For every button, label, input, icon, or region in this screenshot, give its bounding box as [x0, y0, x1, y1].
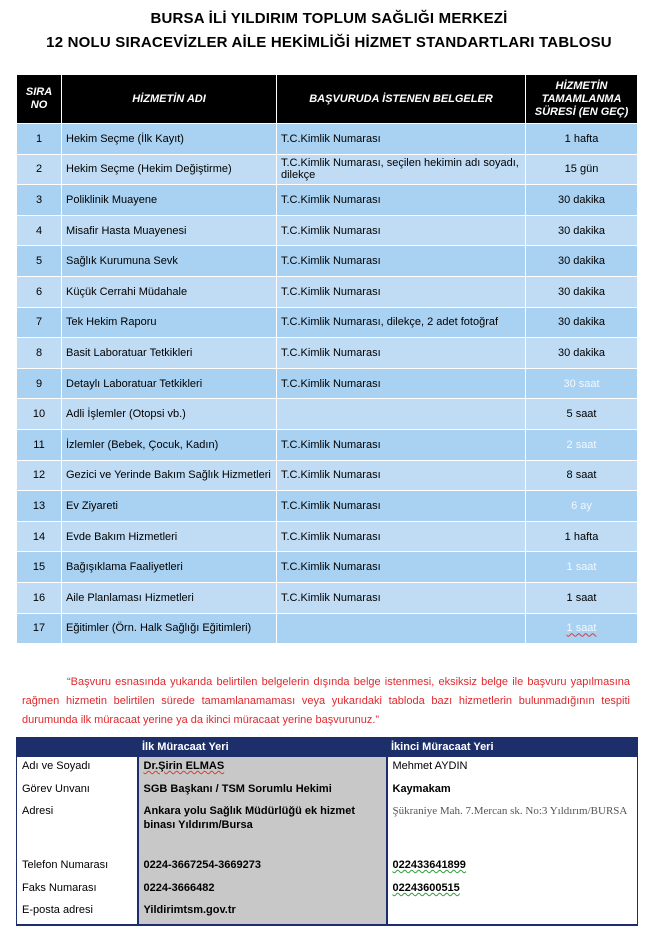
contact-first-value: SGB Başkanı / TSM Sorumlu Hekimi	[138, 780, 387, 802]
row-documents: T.C.Kimlik Numarası	[277, 582, 526, 613]
row-no: 10	[17, 399, 62, 430]
row-documents: T.C.Kimlik Numarası	[277, 521, 526, 552]
table-row	[17, 460, 638, 491]
row-no: 2	[17, 154, 62, 185]
row-duration: 30 dakika	[526, 276, 638, 307]
row-documents: T.C.Kimlik Numarası	[277, 552, 526, 583]
contact-second-text: 02243600515	[392, 882, 460, 894]
row-no: 15	[17, 552, 62, 583]
contact-header-label	[17, 737, 138, 757]
row-documents: T.C.Kimlik Numarası, dilekçe, 2 adet fotoğraf	[277, 307, 526, 338]
contact-first-value: 0224-3666482	[138, 879, 387, 901]
contact-table	[16, 737, 638, 926]
row-no: 9	[17, 368, 62, 399]
row-duration: 30 dakika	[526, 338, 638, 369]
row-service: Hekim Seçme (Hekim Değiştirme)	[62, 154, 277, 185]
row-service: Misafir Hasta Muayenesi	[62, 215, 277, 246]
row-no: 14	[17, 521, 62, 552]
row-service: Küçük Cerrahi Müdahale	[62, 276, 277, 307]
row-service: Basit Laboratuar Tetkikleri	[62, 338, 277, 369]
table-row	[17, 338, 638, 369]
table-row	[17, 124, 638, 155]
row-duration: 8 saat	[526, 460, 638, 491]
table-row	[17, 429, 638, 460]
contact-header-first: İlk Müracaat Yeri	[138, 737, 387, 757]
contact-second-value	[387, 879, 638, 901]
contact-second-value: Şükraniye Mah. 7.Mercan sk. No:3 Yıldırım/BURSA	[387, 802, 638, 856]
row-service: Eğitimler (Örn. Halk Sağlığı Eğitimleri)	[62, 613, 277, 644]
row-duration: 1 saat	[526, 582, 638, 613]
row-documents: T.C.Kimlik Numarası	[277, 338, 526, 369]
row-no: 6	[17, 276, 62, 307]
row-no: 16	[17, 582, 62, 613]
table-row	[17, 307, 638, 338]
page-title-line2: 12 NOLU SIRACEVİZLER AİLE HEKİMLİĞİ HİZMET STANDARTLARI TABLOSU	[46, 34, 612, 51]
table-row	[17, 521, 638, 552]
row-no: 4	[17, 215, 62, 246]
contact-row-fax	[17, 879, 638, 901]
row-documents: T.C.Kimlik Numarası, seçilen hekimin adı soyadı, dilekçe	[277, 154, 526, 185]
contact-second-value: Mehmet AYDIN	[387, 757, 638, 780]
row-duration: 1 saat	[526, 552, 638, 583]
table-row	[17, 399, 638, 430]
row-documents: T.C.Kimlik Numarası	[277, 215, 526, 246]
contact-second-value	[387, 856, 638, 879]
contact-second-value: Kaymakam	[387, 780, 638, 802]
row-documents: T.C.Kimlik Numarası	[277, 276, 526, 307]
contact-row-email	[17, 901, 638, 925]
contact-header-second: İkinci Müracaat Yeri	[387, 737, 638, 757]
table-row	[17, 215, 638, 246]
row-documents: T.C.Kimlik Numarası	[277, 368, 526, 399]
row-documents: T.C.Kimlik Numarası	[277, 246, 526, 277]
row-service: Gezici ve Yerinde Bakım Sağlık Hizmetleri	[62, 460, 277, 491]
row-no: 7	[17, 307, 62, 338]
row-documents: T.C.Kimlik Numarası	[277, 185, 526, 216]
contact-first-text: Dr.Şirin ELMAS	[143, 760, 225, 772]
table-row	[17, 368, 638, 399]
table-row	[17, 276, 638, 307]
contact-second-value	[387, 901, 638, 925]
contact-first-value: 0224-3667254-3669273	[138, 856, 387, 879]
row-no: 5	[17, 246, 62, 277]
row-duration: 6 ay	[526, 491, 638, 522]
row-duration: 30 dakika	[526, 185, 638, 216]
row-no: 13	[17, 491, 62, 522]
table-row	[17, 154, 638, 185]
page-title-line1: BURSA İLİ YILDIRIM TOPLUM SAĞLIĞI MERKEZİ	[150, 10, 508, 27]
row-service: Sağlık Kurumuna Sevk	[62, 246, 277, 277]
row-duration: 30 dakika	[526, 246, 638, 277]
header-service: HİZMETİN ADI	[62, 75, 277, 124]
contact-label: Adresi	[17, 802, 138, 856]
row-documents	[277, 613, 526, 644]
row-documents: T.C.Kimlik Numarası	[277, 460, 526, 491]
contact-label: Görev Unvanı	[17, 780, 138, 802]
contact-second-text: 02243364189‪9	[392, 859, 466, 871]
row-service: Poliklinik Muayene	[62, 185, 277, 216]
row-duration: 5 saat	[526, 399, 638, 430]
row-duration: 1 hafta	[526, 521, 638, 552]
row-documents: T.C.Kimlik Numarası	[277, 124, 526, 155]
row-duration: 15 gün	[526, 154, 638, 185]
row-duration: 30 saat	[526, 368, 638, 399]
header-no: SIRA NO	[17, 75, 62, 124]
row-no: 11	[17, 429, 62, 460]
row-service: İzlemler (Bebek, Çocuk, Kadın)	[62, 429, 277, 460]
complaint-note: “Başvuru esnasında yukarıda belirtilen belgelerin dışında belge istenmesi, eksiksiz belge ile başvuru yapılmasına rağmen hizmetin belirtilen sürede tamamlanamaması veya yukarıdaki tabloda bazı hizmetlerin bulunmadığının tespiti durumunda ilk müracaat yerine ya da ikinci müracaat yerine başvurunuz.”	[22, 676, 630, 726]
row-service: Ev Ziyareti	[62, 491, 277, 522]
contact-header-row	[17, 737, 638, 757]
row-duration	[526, 613, 638, 644]
row-no: 1	[17, 124, 62, 155]
row-service: Bağışıklama Faaliyetleri	[62, 552, 277, 583]
table-row	[17, 582, 638, 613]
contact-row-address	[17, 802, 638, 856]
service-standards-table	[16, 74, 638, 644]
header-documents: BAŞVURUDA İSTENEN BELGELER	[277, 75, 526, 124]
row-service: Detaylı Laboratuar Tetkikleri	[62, 368, 277, 399]
table-row	[17, 613, 638, 644]
header-duration: HİZMETİN TAMAMLANMA SÜRESİ (EN GEÇ)	[526, 75, 638, 124]
row-no: 17	[17, 613, 62, 644]
table-row	[17, 185, 638, 216]
row-no: 3	[17, 185, 62, 216]
row-documents: T.C.Kimlik Numarası	[277, 491, 526, 522]
row-no: 8	[17, 338, 62, 369]
row-service: Evde Bakım Hizmetleri	[62, 521, 277, 552]
contact-label: Adı ve Soyadı	[17, 757, 138, 780]
row-no: 12	[17, 460, 62, 491]
row-duration: 30 dakika	[526, 307, 638, 338]
row-service: Tek Hekim Raporu	[62, 307, 277, 338]
row-documents: T.C.Kimlik Numarası	[277, 429, 526, 460]
contact-row-title	[17, 780, 638, 802]
contact-label: E-posta adresi	[17, 901, 138, 925]
row-documents	[277, 399, 526, 430]
contact-first-value: Ankara yolu Sağlık Müdürlüğü ek hizmet binası Yıldırım/Bursa	[138, 802, 387, 856]
table-row	[17, 552, 638, 583]
row-duration: 30 dakika	[526, 215, 638, 246]
row-service: Hekim Seçme (İlk Kayıt)	[62, 124, 277, 155]
contact-label: Faks Numarası	[17, 879, 138, 901]
row-duration: 2 saat	[526, 429, 638, 460]
duration-text: 1 saat	[566, 622, 597, 635]
contact-row-phone	[17, 856, 638, 879]
contact-label: Telefon Numarası	[17, 856, 138, 879]
row-duration: 1 hafta	[526, 124, 638, 155]
contact-first-value: Yildirimtsm.gov.tr	[138, 901, 387, 925]
contact-first-value	[138, 757, 387, 780]
row-service: Aile Planlaması Hizmetleri	[62, 582, 277, 613]
table-row	[17, 491, 638, 522]
row-service: Adli İşlemler (Otopsi vb.)	[62, 399, 277, 430]
table-header-row	[17, 75, 638, 124]
table-row	[17, 246, 638, 277]
contact-row-name	[17, 757, 638, 780]
